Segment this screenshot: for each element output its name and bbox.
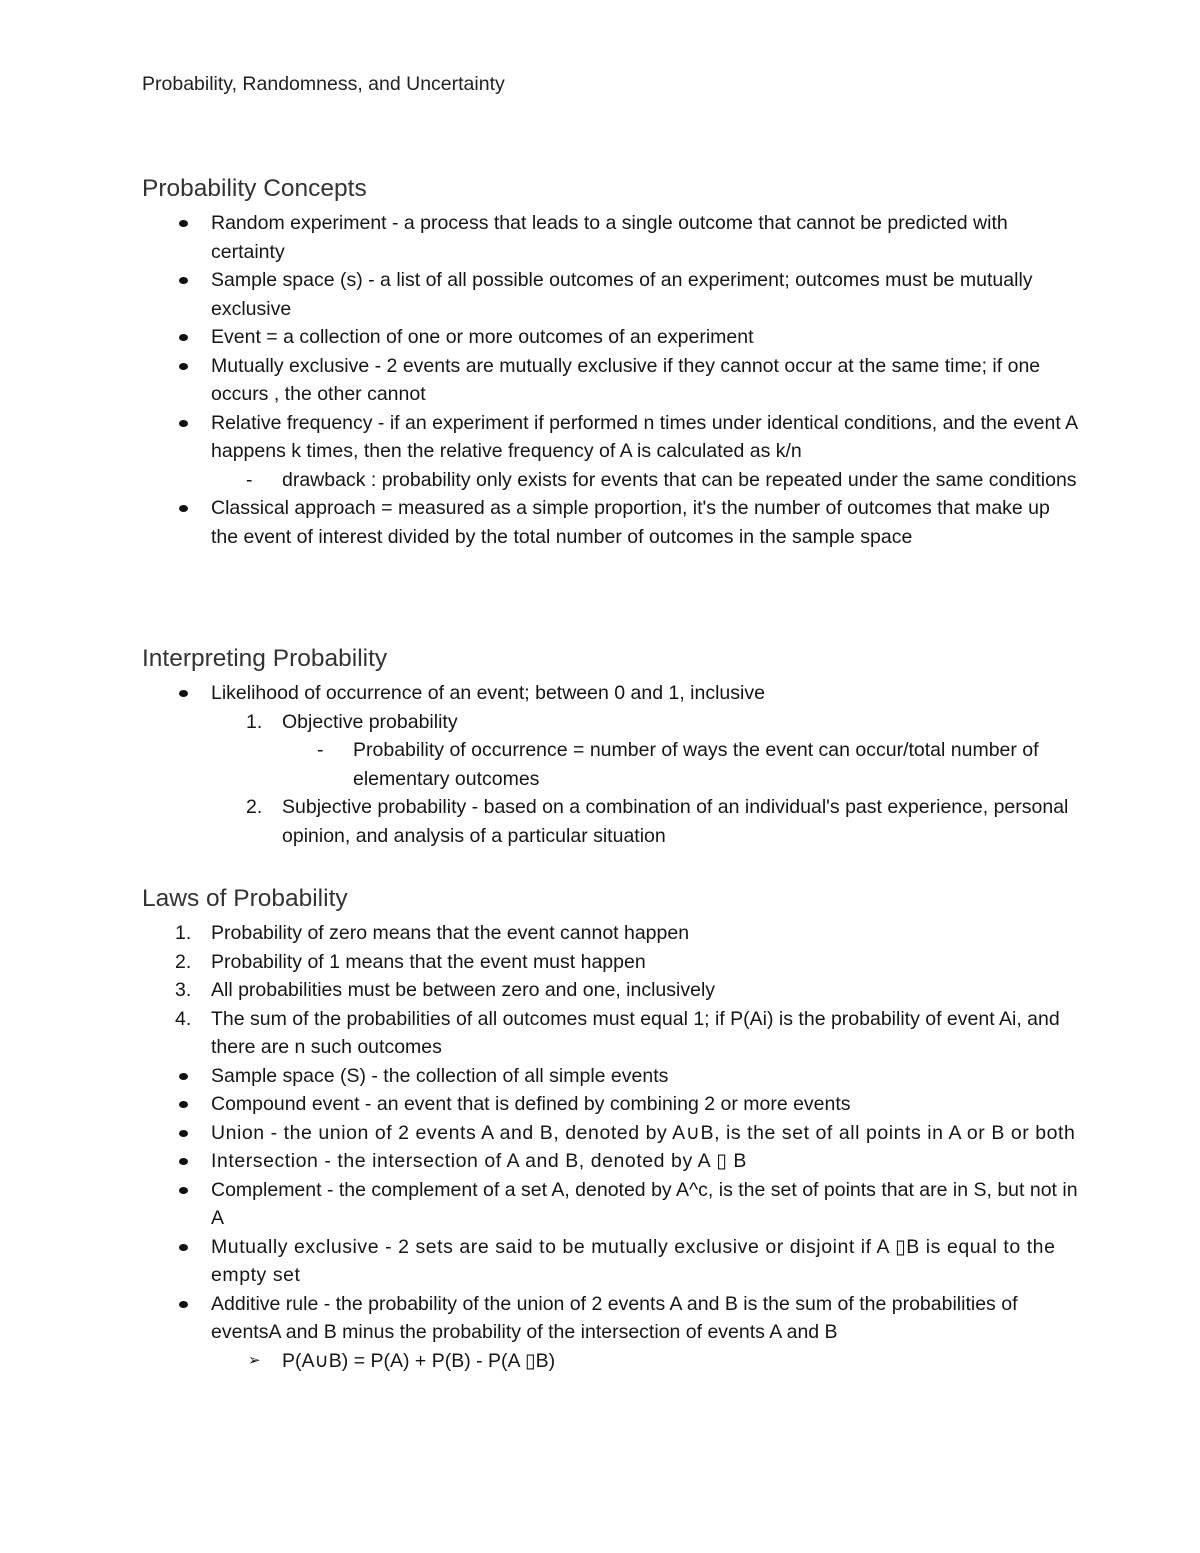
section-interpreting-probability xyxy=(142,643,1082,850)
list-item-text: Relative frequency - if an experiment if performed n times under identical conditions, and the event A happens k times, then the relative frequency of A is calculated as k/n xyxy=(211,411,1078,462)
section-laws-of-probability xyxy=(142,883,1082,1375)
list-item xyxy=(142,1233,1082,1290)
bullet-icon xyxy=(179,420,188,427)
list-item xyxy=(142,679,1082,708)
document-title: Probability, Randomness, and Uncertainty xyxy=(142,73,505,95)
list-item xyxy=(142,1119,1082,1148)
list-item-text: Probability of 1 means that the event must happen xyxy=(211,950,646,973)
list-item xyxy=(142,266,1082,323)
number-marker: 3. xyxy=(175,979,192,1001)
list-item-text: Subjective probability - based on a combination of an individual's past experience, personal opinion, and analysis of a particular situation xyxy=(282,796,1069,847)
dash-marker: - xyxy=(317,739,324,761)
number-marker: 4. xyxy=(175,1007,192,1030)
section-heading: Laws of Probability xyxy=(142,885,348,912)
sub-list-item xyxy=(142,466,1082,495)
sub-list-item xyxy=(142,1347,1082,1376)
bullet-icon xyxy=(179,1130,188,1137)
list-item xyxy=(142,409,1082,466)
list-item xyxy=(142,1176,1082,1233)
list-item-text: Sample space (s) - a list of all possible outcomes of an experiment; outcomes must be mutually exclusive xyxy=(211,269,1033,320)
bullet-icon xyxy=(179,334,188,341)
list-item-text: Additive rule - the probability of the union of 2 events A and B is the sum of the probabilities of eventsA and B minus the probability of the intersection of events A and B xyxy=(211,1292,1018,1343)
bullet-icon xyxy=(179,505,188,512)
numbered-list xyxy=(142,919,1082,1062)
number-marker: 1. xyxy=(246,710,263,733)
number-marker: 2. xyxy=(246,796,263,818)
list-item xyxy=(142,1062,1082,1091)
number-marker: 1. xyxy=(175,922,192,944)
formula-text: P(A∪B) = P(A) + P(B) - P(A ▯B) xyxy=(282,1349,556,1372)
bullet-icon xyxy=(179,220,188,227)
list-item-text: Compound event - an event that is defined by combining 2 or more events xyxy=(211,1093,851,1115)
list-item-text: Objective probability xyxy=(282,710,458,733)
list-item-text: Sample space (S) - the collection of all simple events xyxy=(211,1064,669,1087)
bullet-icon xyxy=(179,1158,188,1165)
list-item xyxy=(142,1005,1082,1062)
section-heading: Interpreting Probability xyxy=(142,645,388,672)
dash-marker: - xyxy=(246,468,253,491)
list-item-text: Probability of zero means that the event cannot happen xyxy=(211,922,690,944)
list-item-text: Probability of occurrence = number of ways the event can occur/total number of elementary outcomes xyxy=(353,739,1039,790)
list-item-text: Intersection - the intersection of A and B, denoted by A ▯ B xyxy=(211,1150,747,1172)
list-item xyxy=(142,1290,1082,1347)
bullet-list xyxy=(142,1062,1082,1376)
bullet-icon xyxy=(179,277,188,284)
list-item-text: Mutually exclusive - 2 events are mutually exclusive if they cannot occur at the same time; if one occurs , the other cannot xyxy=(211,354,1041,405)
bullet-list xyxy=(142,209,1082,551)
sub-list-item xyxy=(142,708,1082,737)
arrow-bullet-icon: ➢ xyxy=(248,1351,261,1369)
list-item xyxy=(142,919,1082,948)
list-item xyxy=(142,1090,1082,1119)
list-item xyxy=(142,494,1082,551)
section-heading: Probability Concepts xyxy=(142,175,367,202)
list-item-text: Mutually exclusive - 2 sets are said to be mutually exclusive or disjoint if A ▯B is equal to the empty set xyxy=(211,1235,1056,1286)
sub-sub-list-item xyxy=(142,736,1082,793)
bullet-icon xyxy=(179,1073,188,1080)
list-item xyxy=(142,976,1082,1005)
list-item-text: Likelihood of occurrence of an event; between 0 and 1, inclusive xyxy=(211,682,765,704)
number-marker: 2. xyxy=(175,950,192,973)
list-item xyxy=(142,948,1082,977)
sub-list-item xyxy=(142,793,1082,850)
bullet-icon xyxy=(179,363,188,370)
section-probability-concepts xyxy=(142,173,1082,551)
list-item xyxy=(142,1147,1082,1176)
list-item-text: Union - the union of 2 events A and B, denoted by A∪B, is the set of all points in A or B or both xyxy=(211,1121,1076,1144)
list-item-text: The sum of the probabilities of all outcomes must equal 1; if P(Ai) is the probability of event Ai, and there are n such outcomes xyxy=(211,1007,1060,1058)
list-item-text: Classical approach = measured as a simple proportion, it's the number of outcomes that make up the event of interest divided by the total number of outcomes in the sample space xyxy=(211,497,1050,548)
list-item-text: drawback : probability only exists for events that can be repeated under the same conditions xyxy=(282,468,1077,491)
bullet-icon xyxy=(179,690,188,697)
bullet-icon xyxy=(179,1101,188,1108)
list-item xyxy=(142,323,1082,352)
bullet-icon xyxy=(179,1301,188,1308)
list-item-text: All probabilities must be between zero and one, inclusively xyxy=(211,979,716,1001)
list-item-text: Event = a collection of one or more outcomes of an experiment xyxy=(211,326,754,348)
bullet-icon xyxy=(179,1244,188,1251)
list-item xyxy=(142,352,1082,409)
list-item-text: Complement - the complement of a set A, denoted by A^c, is the set of points that are in S, but not in A xyxy=(211,1178,1078,1229)
list-item xyxy=(142,209,1082,266)
bullet-list xyxy=(142,679,1082,850)
bullet-icon xyxy=(179,1187,188,1194)
list-item-text: Random experiment - a process that leads to a single outcome that cannot be predicted with certainty xyxy=(211,212,1008,263)
